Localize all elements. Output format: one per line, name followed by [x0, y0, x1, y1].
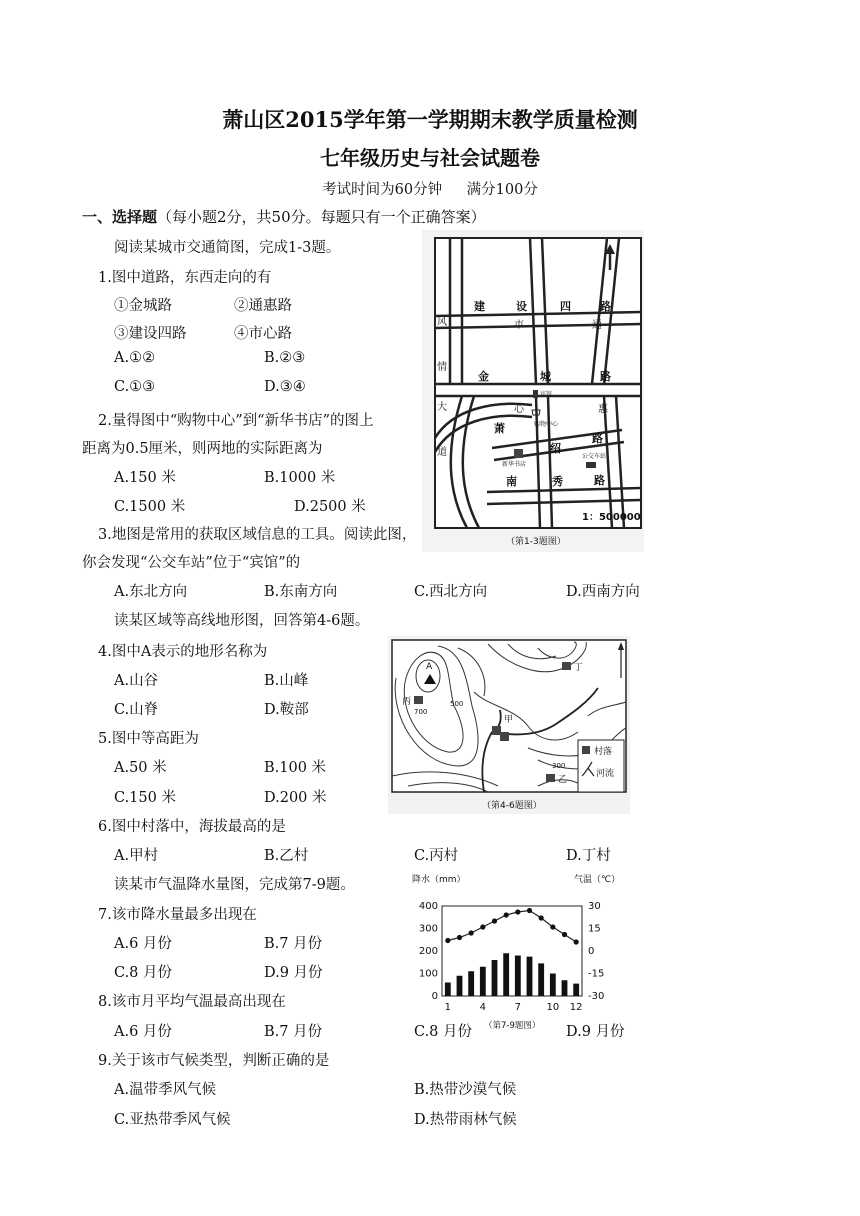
q5-stem: 5.图中等高距为	[98, 731, 199, 747]
q1-choice-2: ②通惠路	[234, 298, 292, 314]
temp-point	[469, 930, 474, 935]
q2-stem-line2: 距离为0.5厘米，则两地的实际距离为	[82, 441, 323, 457]
precip-bar	[480, 967, 486, 996]
temp-point	[504, 912, 509, 917]
village-jia-icon-2	[500, 732, 509, 741]
map2-caption: （第4-6题图）	[482, 801, 542, 811]
q2-option-d[interactable]: D.2500 米	[294, 499, 366, 515]
hotel-icon	[533, 390, 538, 398]
section-heading	[82, 206, 486, 227]
q6-option-d[interactable]: D.丁村	[566, 848, 611, 864]
q2-option-a[interactable]: A.150 米	[114, 470, 176, 486]
temp-point	[527, 908, 532, 913]
road-nanxiu-3: 路	[594, 474, 605, 487]
mall-label: 购物中心	[534, 421, 559, 428]
contour-300: 300	[552, 762, 566, 770]
road-nanxiu-1: 南	[506, 475, 517, 488]
road-fengqing-2: 情	[437, 362, 447, 373]
road-jianshe-2: 设	[516, 300, 527, 313]
precip-tick-label: 400	[418, 901, 438, 912]
q5-option-d[interactable]: D.200 米	[264, 790, 327, 806]
precip-bar	[515, 956, 521, 997]
month-tick-label: 10	[546, 1002, 560, 1013]
precip-tick-label: 100	[418, 968, 438, 980]
exam-info: 考试时间为60分钟 满分100分	[322, 182, 538, 198]
bookstore-icon	[514, 449, 523, 458]
label-bing: 丙	[402, 697, 412, 707]
precip-bar	[573, 984, 579, 996]
legend-village-icon	[582, 746, 590, 754]
precip-bar	[562, 980, 568, 996]
temp-point	[574, 939, 579, 944]
road-tonghui-2: 惠	[598, 404, 608, 415]
q6-option-b[interactable]: B.乙村	[264, 848, 309, 864]
road-nanxiu-2: 秀	[552, 475, 563, 488]
q8-option-c[interactable]: C.8 月份	[414, 1024, 473, 1040]
label-a: A	[426, 662, 433, 672]
bookstore-label: 新华书店	[502, 461, 527, 468]
month-tick-label: 1	[444, 1002, 452, 1013]
q8-option-a[interactable]: A.6 月份	[114, 1024, 172, 1040]
hotel-label: 宾馆	[540, 391, 553, 398]
precip-bar	[445, 983, 451, 997]
q3-option-b[interactable]: B.东南方向	[264, 584, 338, 600]
q6-stem: 6.图中村落中，海拔最高的是	[98, 819, 286, 835]
q3-option-a[interactable]: A.东北方向	[114, 584, 188, 600]
road-fengqing-1: 风	[437, 317, 447, 328]
q1-choice-4: ④市心路	[234, 326, 292, 342]
q1-option-b[interactable]: B.②③	[264, 350, 306, 366]
q9-stem: 9.关于该市气候类型，判断正确的是	[98, 1053, 330, 1069]
temp-line	[448, 911, 576, 943]
q6-option-c[interactable]: C.丙村	[414, 848, 459, 864]
road-fengqing-4: 道	[437, 447, 447, 458]
group2-intro: 读某区域等高线地形图，回答第4-6题。	[114, 613, 370, 629]
q7-option-c[interactable]: C.8 月份	[114, 965, 173, 981]
bus-label: 公交车站	[582, 453, 607, 460]
legend-river-label: 河流	[596, 769, 615, 779]
q3-option-d[interactable]: D.西南方向	[566, 584, 640, 600]
temp-axis-label: 气温（℃）	[574, 875, 621, 885]
precip-bar	[457, 976, 463, 996]
precip-bar	[550, 974, 556, 997]
q9-option-d[interactable]: D.热带雨林气候	[414, 1112, 517, 1128]
road-fengqing-3: 大	[437, 402, 447, 413]
village-jia-icon-1	[492, 726, 501, 735]
road-jianshe-3: 四	[560, 300, 571, 313]
road-tonghui-1: 通	[592, 320, 602, 331]
village-bing-icon	[414, 696, 423, 704]
month-tick-label: 7	[514, 1002, 522, 1013]
q1-choice-1: ①金城路	[114, 298, 172, 314]
q2-option-b[interactable]: B.1000 米	[264, 470, 336, 486]
precip-tick-label: 300	[418, 923, 438, 935]
contour-map	[388, 636, 630, 814]
group1-intro: 阅读某城市交通简图，完成1-3题。	[114, 240, 341, 256]
q8-option-b[interactable]: B.7 月份	[264, 1024, 323, 1040]
group3-intro: 读某市气温降水量图，完成第7-9题。	[114, 877, 355, 893]
q7-option-b[interactable]: B.7 月份	[264, 936, 323, 952]
q4-option-c[interactable]: C.山脊	[114, 702, 159, 718]
q9-option-c[interactable]: C.亚热带季风气候	[114, 1112, 231, 1128]
village-yi-icon	[546, 774, 555, 782]
temp-tick-label: -30	[588, 991, 605, 1002]
contour-700: 700	[414, 708, 428, 716]
q6-option-a[interactable]: A.甲村	[114, 848, 159, 864]
section-note: （每小题2分，共50分。每题只有一个正确答案）	[157, 208, 486, 226]
road-jincheng-3: 路	[600, 370, 611, 383]
q9-option-b[interactable]: B.热带沙漠气候	[414, 1082, 517, 1098]
q2-stem-line1: 2.量得图中“购物中心”到“新华书店”的图上	[98, 413, 374, 429]
climate-chart	[408, 870, 633, 1032]
temp-point	[562, 932, 567, 937]
q5-option-b[interactable]: B.100 米	[264, 760, 327, 776]
q7-option-d[interactable]: D.9 月份	[264, 965, 323, 981]
precip-bar	[527, 957, 533, 996]
q3-option-c[interactable]: C.西北方向	[414, 584, 488, 600]
q4-option-a[interactable]: A.山谷	[114, 673, 159, 689]
road-xiaoshao-2: 绍	[550, 442, 561, 455]
temp-point	[445, 938, 450, 943]
temp-point	[457, 935, 462, 940]
bus-icon	[586, 462, 596, 468]
map1-caption: （第1-3题图）	[506, 537, 566, 547]
q7-stem: 7.该市降水量最多出现在	[98, 907, 257, 923]
q4-option-b[interactable]: B.山峰	[264, 673, 309, 689]
precip-tick-label: 0	[431, 991, 438, 1002]
chart-caption: （第7-9题图）	[484, 1021, 541, 1031]
legend-village-label: 村落	[594, 747, 613, 757]
exam-title: 萧山区2015学年第一学期期末教学质量检测	[222, 107, 638, 132]
exam-subtitle: 七年级历史与社会试题卷	[320, 146, 540, 170]
q3-stem-line1: 3.地图是常用的获取区域信息的工具。阅读此图，	[98, 527, 417, 543]
q1-choice-3: ③建设四路	[114, 326, 187, 342]
q1-option-a[interactable]: A.①②	[114, 350, 156, 366]
label-ding: 丁	[574, 663, 584, 673]
q2-option-c[interactable]: C.1500 米	[114, 499, 186, 515]
q4-stem: 4.图中A表示的地形名称为	[98, 644, 268, 660]
label-yi: 乙	[558, 775, 568, 785]
road-shixin-2: 心	[514, 404, 524, 415]
road-xiaoshao-1: 萧	[494, 422, 505, 435]
month-tick-label: 4	[479, 1002, 487, 1013]
q5-option-c[interactable]: C.150 米	[114, 790, 176, 806]
road-jincheng-2: 城	[540, 370, 551, 383]
q7-option-a[interactable]: A.6 月份	[114, 936, 172, 952]
temp-point	[492, 918, 497, 923]
road-shixin-1: 市	[514, 320, 524, 331]
temp-tick-label: 30	[588, 901, 601, 912]
city-traffic-map	[422, 230, 644, 552]
temp-point	[480, 924, 485, 929]
road-xiaoshao-3: 路	[592, 432, 603, 445]
q9-option-a[interactable]: A.温带季风气候	[114, 1082, 217, 1098]
road-jincheng-1: 金	[478, 370, 489, 383]
label-jia: 甲	[504, 715, 514, 725]
q8-option-d[interactable]: D.9 月份	[566, 1024, 625, 1040]
q4-option-d[interactable]: D.鞍部	[264, 702, 309, 718]
plot-frame	[442, 906, 582, 996]
precip-bar	[503, 953, 509, 996]
q8-stem: 8.该市月平均气温最高出现在	[98, 994, 286, 1010]
contour-500: 500	[450, 700, 464, 708]
temp-tick-label: -15	[588, 968, 605, 980]
q5-option-a[interactable]: A.50 米	[114, 760, 167, 776]
precip-tick-label: 200	[418, 946, 438, 957]
q1-option-c[interactable]: C.①③	[114, 379, 156, 395]
map-scale: 1：500000	[582, 512, 641, 523]
section-title: 一、选择题	[82, 208, 158, 226]
temp-point	[515, 909, 520, 914]
village-ding-icon	[562, 662, 571, 670]
temp-point	[550, 924, 555, 929]
precip-axis-label: 降水（mm）	[412, 875, 466, 885]
month-tick-label: 12	[569, 1002, 583, 1013]
temp-point	[539, 915, 544, 920]
q3-stem-line2: 你会发现“公交车站”位于“宾馆”的	[82, 555, 301, 571]
q1-stem: 1.图中道路，东西走向的有	[98, 270, 272, 286]
road-jianshe-4: 路	[600, 300, 611, 313]
precip-bar	[468, 971, 474, 996]
q1-option-d[interactable]: D.③④	[264, 379, 306, 395]
temp-tick-label: 0	[588, 946, 595, 957]
temp-tick-label: 15	[588, 923, 601, 935]
precip-bar	[492, 960, 498, 996]
road-jianshe-1: 建	[474, 300, 485, 313]
precip-bar	[538, 963, 544, 996]
